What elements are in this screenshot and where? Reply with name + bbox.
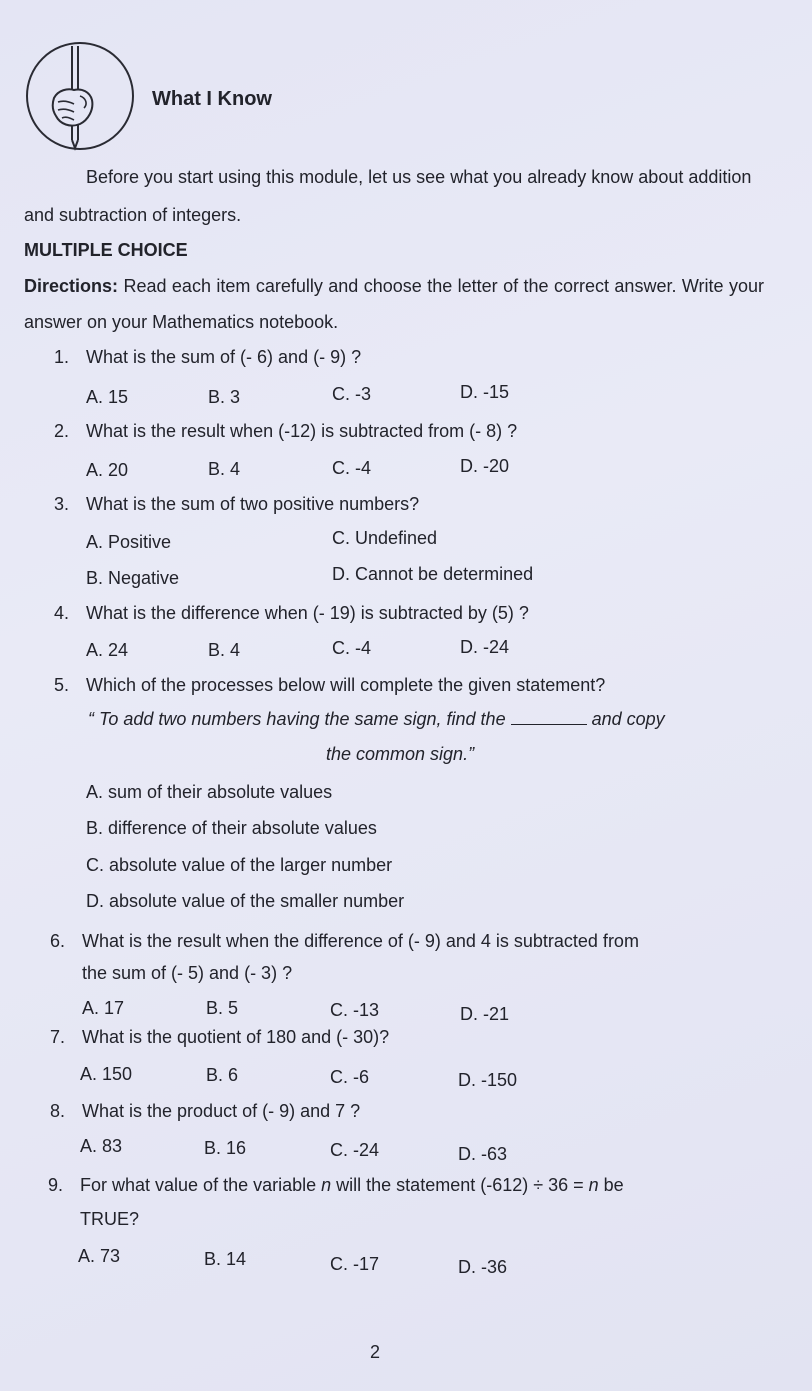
option-c: C. absolute value of the larger number [86, 855, 393, 875]
question-text: What is the result when (-12) is subtracted from (- 8) ? [86, 421, 518, 441]
question-8 [50, 1096, 360, 1126]
option-c: C. -4 [332, 638, 372, 658]
option-d: D. Cannot be determined [332, 564, 534, 584]
question-1 [54, 342, 361, 372]
option-d: D. -24 [460, 637, 510, 657]
option-d: D. -36 [458, 1257, 508, 1277]
question-number: 1. [54, 347, 70, 367]
option-a: A. 73 [78, 1246, 121, 1266]
question-2 [54, 416, 517, 446]
section-title: What I Know [152, 88, 272, 110]
option-b: B. 6 [206, 1065, 239, 1085]
question-number: 5. [54, 675, 70, 695]
question-6 [50, 926, 639, 956]
page-number: 2 [370, 1342, 381, 1362]
question-9 [48, 1170, 624, 1200]
option-b: B. 14 [204, 1249, 247, 1269]
answer-blank [511, 708, 587, 725]
option-a: A. 83 [80, 1136, 123, 1156]
question-number: 3. [54, 494, 70, 514]
intro-text: Before you start using this module, let us see what you already know about addition and subtraction of integers. [24, 167, 752, 225]
option-d: D. -15 [460, 382, 510, 402]
option-c: C. Undefined [332, 528, 438, 548]
directions-paragraph [24, 268, 764, 340]
quoted-statement [88, 708, 665, 730]
quote-start: “ To add two numbers having the same sign, find the [88, 709, 506, 729]
question-7 [50, 1022, 389, 1052]
question-text: Which of the processes below will complete the given statement? [86, 675, 606, 695]
option-a: A. 150 [80, 1064, 133, 1084]
directions-label: Directions: [24, 276, 119, 296]
question-number: 9. [48, 1175, 64, 1195]
option-a: A. sum of their absolute values [86, 782, 333, 802]
option-b: B. 16 [204, 1138, 247, 1158]
variable-n: n [588, 1175, 599, 1195]
question-text: For what value of the variable n will the statement (-612) ÷ 36 = n be [80, 1175, 624, 1195]
option-c: C. -4 [332, 458, 372, 478]
question-number: 7. [50, 1027, 66, 1047]
directions-text: Read each item carefully and choose the letter of the correct answer. Write your answer on your Mathematics notebook. [24, 276, 764, 332]
question-number: 6. [50, 931, 66, 951]
question-text: What is the sum of two positive numbers? [86, 494, 420, 514]
option-a: A. 24 [86, 640, 129, 660]
option-a: A. 15 [86, 387, 129, 407]
quoted-statement-end: the common sign.” [326, 744, 475, 764]
option-d: D. -150 [458, 1070, 518, 1090]
question-3 [54, 489, 419, 519]
option-c: C. -3 [332, 384, 372, 404]
hand-holding-pencil-icon [24, 40, 136, 152]
option-b: B. 4 [208, 640, 241, 660]
option-a: A. 20 [86, 460, 129, 480]
option-b: B. 4 [208, 459, 241, 479]
quote-end: and copy [591, 709, 665, 729]
option-c: C. -6 [330, 1067, 370, 1087]
option-d: D. -20 [460, 456, 510, 476]
option-a: A. 17 [82, 998, 125, 1018]
option-d: D. absolute value of the smaller number [86, 891, 405, 911]
multiple-choice-label: MULTIPLE CHOICE [24, 240, 188, 260]
intro-paragraph [24, 158, 764, 234]
question-6-continued: the sum of (- 5) and (- 3) ? [82, 963, 293, 983]
question-text: What is the result when the difference of (- 9) and 4 is subtracted from [82, 931, 639, 951]
question-number: 4. [54, 603, 70, 623]
question-4 [54, 598, 529, 628]
question-number: 2. [54, 421, 70, 441]
option-d: D. -21 [460, 1004, 510, 1024]
question-text: What is the sum of (- 6) and (- 9) ? [86, 347, 362, 367]
question-text: What is the difference when (- 19) is subtracted by (5) ? [86, 603, 529, 623]
variable-n: n [321, 1175, 332, 1195]
question-text: What is the quotient of 180 and (- 30)? [82, 1027, 390, 1047]
question-number: 8. [50, 1101, 66, 1121]
option-b: B. difference of their absolute values [86, 818, 377, 838]
option-b: B. Negative [86, 568, 180, 588]
question-9-continued: TRUE? [80, 1209, 140, 1229]
option-d: D. -63 [458, 1144, 508, 1164]
option-c: C. -17 [330, 1254, 380, 1274]
option-b: B. 5 [206, 998, 239, 1018]
option-b: B. 3 [208, 387, 241, 407]
question-5 [54, 670, 605, 700]
option-c: C. -13 [330, 1000, 380, 1020]
question-text: What is the product of (- 9) and 7 ? [82, 1101, 361, 1121]
option-c: C. -24 [330, 1140, 380, 1160]
option-a: A. Positive [86, 532, 172, 552]
